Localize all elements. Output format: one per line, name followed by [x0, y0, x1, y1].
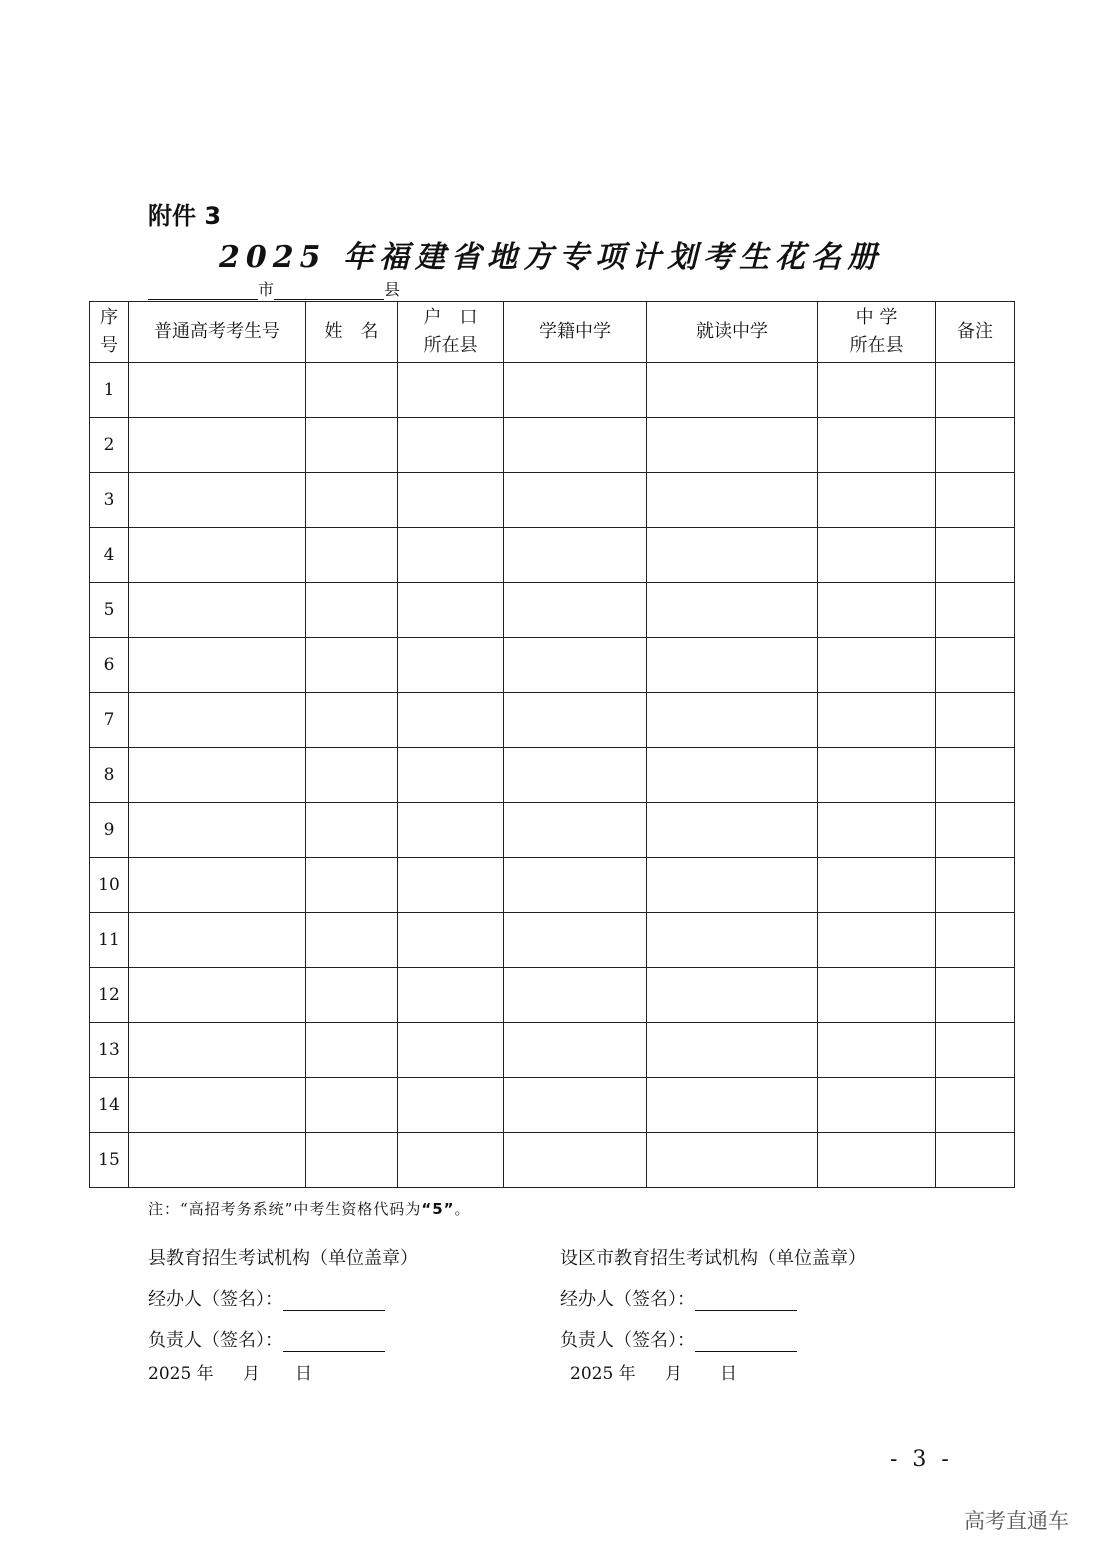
table-cell[interactable] [129, 363, 306, 418]
page-number: - 3 - [890, 1447, 953, 1472]
table-row [90, 968, 1015, 1023]
table-cell[interactable] [936, 913, 1015, 968]
table-cell[interactable] [647, 418, 818, 473]
region-line [148, 277, 400, 300]
table-row [90, 638, 1015, 693]
table-cell[interactable] [398, 748, 504, 803]
table-cell[interactable] [504, 748, 647, 803]
table-row [90, 418, 1015, 473]
table-cell[interactable] [647, 968, 818, 1023]
row-number: 1 [90, 363, 129, 418]
city-date-year: 2025 年 [570, 1364, 636, 1384]
table-cell[interactable] [306, 528, 398, 583]
table-cell[interactable] [398, 418, 504, 473]
table-cell[interactable] [936, 803, 1015, 858]
county-leader-label: 负责人（签名）： [148, 1330, 283, 1351]
column-header-text: 就读中学 [696, 321, 768, 342]
table-cell[interactable] [504, 693, 647, 748]
table-cell[interactable] [504, 1023, 647, 1078]
column-header-text: 所在县 [849, 335, 904, 356]
table-cell[interactable] [129, 748, 306, 803]
attachment-label: 附件 3 [148, 202, 222, 230]
table-cell[interactable] [936, 1078, 1015, 1133]
table-cell[interactable] [818, 748, 936, 803]
city-org-label: 设区市教育招生考试机构（单位盖章） [560, 1248, 866, 1269]
column-header-text: 所在县 [423, 335, 478, 356]
table-cell[interactable] [306, 418, 398, 473]
table-cell[interactable] [647, 473, 818, 528]
table-cell[interactable] [129, 1133, 306, 1188]
qualification-code: “5” [421, 1200, 455, 1218]
footnote [148, 1198, 471, 1219]
table-row [90, 528, 1015, 583]
table-cell[interactable] [129, 528, 306, 583]
table-cell[interactable] [306, 748, 398, 803]
column-header [504, 302, 647, 363]
table-cell[interactable] [818, 528, 936, 583]
city-date [570, 1359, 737, 1384]
table-cell[interactable] [306, 1133, 398, 1188]
table-cell[interactable] [504, 528, 647, 583]
table-cell[interactable] [818, 473, 936, 528]
table-cell[interactable] [936, 528, 1015, 583]
table-cell[interactable] [647, 1078, 818, 1133]
county-date-year: 2025 年 [148, 1364, 214, 1384]
city-leader-label: 负责人（签名）： [560, 1330, 695, 1351]
city-handler-label: 经办人（签名）： [560, 1289, 695, 1310]
row-number: 8 [90, 748, 129, 803]
table-cell[interactable] [129, 1078, 306, 1133]
county-date-month: 月 [243, 1364, 260, 1384]
table-cell[interactable] [504, 803, 647, 858]
row-number: 3 [90, 473, 129, 528]
column-header [306, 302, 398, 363]
table-cell[interactable] [398, 363, 504, 418]
county-handler-signature-field[interactable] [283, 1292, 385, 1311]
column-header-text: 普通高考考生号 [154, 321, 280, 342]
table-cell[interactable] [306, 803, 398, 858]
column-header [818, 302, 936, 363]
table-cell[interactable] [647, 1023, 818, 1078]
table-cell[interactable] [936, 858, 1015, 913]
table-cell[interactable] [647, 528, 818, 583]
column-header [90, 302, 129, 363]
table-cell[interactable] [647, 858, 818, 913]
table-cell[interactable] [398, 1133, 504, 1188]
city-suffix: 市 [258, 280, 275, 299]
county-date-day: 日 [295, 1364, 312, 1384]
table-row [90, 363, 1015, 418]
table-cell[interactable] [306, 583, 398, 638]
table-cell[interactable] [818, 693, 936, 748]
table-cell[interactable] [647, 748, 818, 803]
table-cell[interactable] [504, 638, 647, 693]
city-date-month: 月 [665, 1364, 682, 1384]
county-date [148, 1359, 312, 1384]
table-cell[interactable] [398, 473, 504, 528]
table-cell[interactable] [936, 363, 1015, 418]
column-header-text: 学籍中学 [539, 321, 611, 342]
table-row [90, 1023, 1015, 1078]
table-cell[interactable] [129, 1023, 306, 1078]
table-cell[interactable] [504, 858, 647, 913]
table-cell[interactable] [818, 913, 936, 968]
watermark: 高考直通车 [964, 1509, 1069, 1533]
table-cell[interactable] [936, 473, 1015, 528]
table-cell[interactable] [936, 583, 1015, 638]
table-cell[interactable] [504, 1078, 647, 1133]
county-suffix: 县 [384, 280, 401, 299]
table-cell[interactable] [129, 693, 306, 748]
table-cell[interactable] [129, 803, 306, 858]
city-handler-signature-field[interactable] [695, 1292, 797, 1311]
table-row [90, 583, 1015, 638]
table-row [90, 913, 1015, 968]
table-cell[interactable] [936, 418, 1015, 473]
city-date-day: 日 [720, 1364, 737, 1384]
column-header [936, 302, 1015, 363]
table-cell[interactable] [129, 858, 306, 913]
row-number: 12 [90, 968, 129, 1023]
column-header-text: 户 口 [423, 307, 478, 328]
table-cell[interactable] [818, 1023, 936, 1078]
table-cell[interactable] [398, 1023, 504, 1078]
table-cell[interactable] [306, 1078, 398, 1133]
table-cell[interactable] [398, 858, 504, 913]
table-cell[interactable] [398, 638, 504, 693]
table-cell[interactable] [504, 363, 647, 418]
table-cell[interactable] [129, 473, 306, 528]
table-cell[interactable] [398, 693, 504, 748]
table-cell[interactable] [647, 638, 818, 693]
table-cell[interactable] [306, 913, 398, 968]
county-handler-label: 经办人（签名）： [148, 1289, 283, 1310]
table-cell[interactable] [398, 583, 504, 638]
table-row [90, 693, 1015, 748]
table-row [90, 473, 1015, 528]
row-number: 10 [90, 858, 129, 913]
table-cell[interactable] [129, 583, 306, 638]
table-cell[interactable] [504, 968, 647, 1023]
table-cell[interactable] [398, 968, 504, 1023]
table-cell[interactable] [398, 1078, 504, 1133]
county-leader-line [148, 1326, 385, 1352]
table-cell[interactable] [647, 583, 818, 638]
table-cell[interactable] [504, 473, 647, 528]
table-cell[interactable] [398, 913, 504, 968]
column-header [647, 302, 818, 363]
table-cell[interactable] [129, 638, 306, 693]
table-row [90, 1078, 1015, 1133]
table-cell[interactable] [306, 1023, 398, 1078]
table-cell[interactable] [818, 638, 936, 693]
table-cell[interactable] [936, 693, 1015, 748]
table-header-row [90, 302, 1015, 363]
table-cell[interactable] [504, 418, 647, 473]
row-number: 14 [90, 1078, 129, 1133]
table-row [90, 748, 1015, 803]
table-cell[interactable] [504, 913, 647, 968]
table-cell[interactable] [818, 363, 936, 418]
table-cell[interactable] [647, 1133, 818, 1188]
column-header-text: 中 学 [855, 307, 898, 328]
city-leader-line [560, 1326, 797, 1352]
row-number: 7 [90, 693, 129, 748]
table-cell[interactable] [936, 638, 1015, 693]
table-cell[interactable] [818, 858, 936, 913]
table-cell[interactable] [306, 638, 398, 693]
row-number: 11 [90, 913, 129, 968]
column-header-text: 号 [100, 335, 118, 356]
table-cell[interactable] [936, 1023, 1015, 1078]
county-leader-signature-field[interactable] [283, 1333, 385, 1352]
county-blank[interactable] [274, 281, 384, 300]
table-cell[interactable] [647, 913, 818, 968]
table-cell[interactable] [306, 693, 398, 748]
row-number: 9 [90, 803, 129, 858]
county-org-label: 县教育招生考试机构（单位盖章） [148, 1248, 418, 1269]
table-cell[interactable] [129, 418, 306, 473]
city-blank[interactable] [148, 281, 258, 300]
table-cell[interactable] [818, 968, 936, 1023]
row-number: 13 [90, 1023, 129, 1078]
table-cell[interactable] [647, 693, 818, 748]
table-cell[interactable] [398, 528, 504, 583]
table-cell[interactable] [504, 583, 647, 638]
table-row [90, 803, 1015, 858]
table-cell[interactable] [818, 583, 936, 638]
footnote-end: 。 [454, 1200, 471, 1218]
column-header [398, 302, 504, 363]
table-cell[interactable] [306, 968, 398, 1023]
table-cell[interactable] [306, 858, 398, 913]
table-cell[interactable] [818, 418, 936, 473]
row-number: 2 [90, 418, 129, 473]
column-header-text: 姓 名 [324, 321, 379, 342]
row-number: 5 [90, 583, 129, 638]
footnote-text: 注：“高招考务系统”中考生资格代码为 [148, 1200, 422, 1218]
table-cell[interactable] [818, 1133, 936, 1188]
table-cell[interactable] [504, 1133, 647, 1188]
city-leader-signature-field[interactable] [695, 1333, 797, 1352]
column-header-text: 备注 [957, 321, 993, 342]
table-cell[interactable] [398, 803, 504, 858]
table-cell[interactable] [129, 968, 306, 1023]
table-cell[interactable] [818, 803, 936, 858]
row-number: 6 [90, 638, 129, 693]
table-cell[interactable] [306, 473, 398, 528]
document-title: 2025 年福建省地方专项计划考生花名册 [219, 240, 883, 275]
roster-table [89, 301, 1015, 1188]
table-cell[interactable] [936, 748, 1015, 803]
county-handler-line [148, 1285, 385, 1311]
column-header [129, 302, 306, 363]
city-handler-line [560, 1285, 797, 1311]
row-number: 15 [90, 1133, 129, 1188]
table-cell[interactable] [936, 1133, 1015, 1188]
table-cell[interactable] [129, 913, 306, 968]
table-row [90, 1133, 1015, 1188]
column-header-text: 序 [100, 307, 118, 328]
table-cell[interactable] [818, 1078, 936, 1133]
table-cell[interactable] [647, 803, 818, 858]
table-row [90, 858, 1015, 913]
table-cell[interactable] [647, 363, 818, 418]
table-cell[interactable] [936, 968, 1015, 1023]
table-cell[interactable] [306, 363, 398, 418]
row-number: 4 [90, 528, 129, 583]
